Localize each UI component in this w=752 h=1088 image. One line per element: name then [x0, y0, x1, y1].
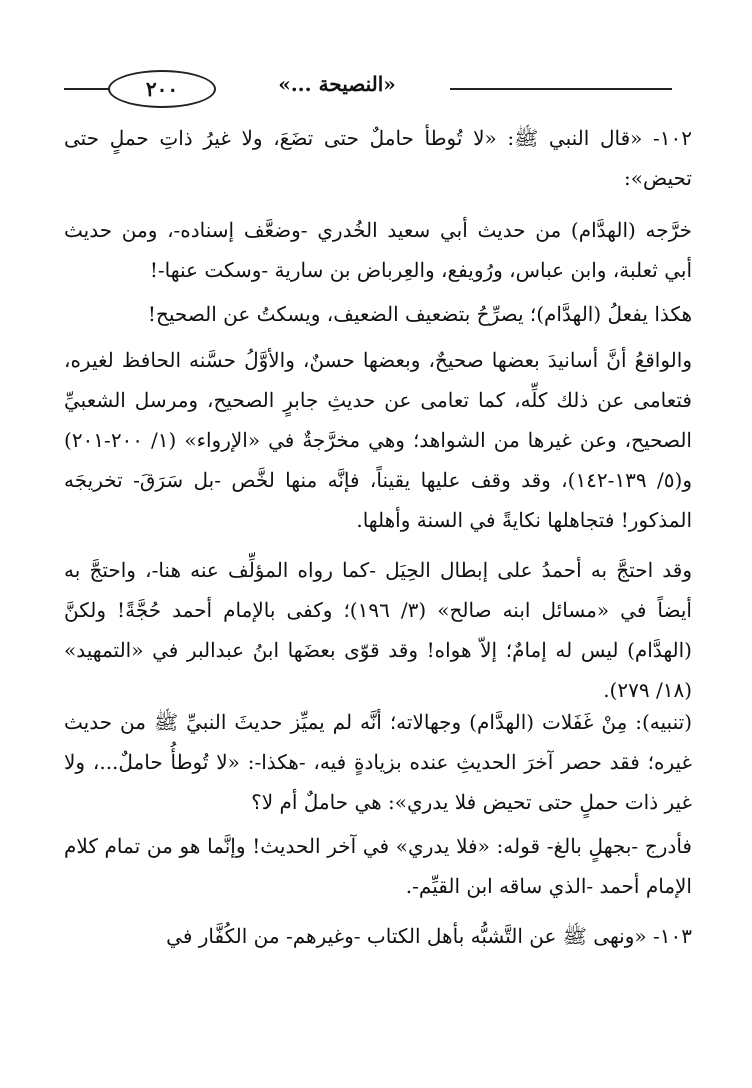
paragraph-hakadha: هكذا يفعلُ (الهدَّام)؛ يصرِّحُ بتضعيف الضعيف، ويسكتُ عن الصحيح! — [147, 302, 692, 326]
page-header — [58, 66, 690, 106]
paragraph-103: ١٠٣- «ونهى ﷺ عن التَّشبُّه بأهل الكتاب -وغيرهم- من الكُفَّار في — [166, 924, 692, 948]
paragraph-adraja: فأدرج -بجهلٍ بالغ- قوله: «فلا يدري» في آخر الحديث! وإنَّما هو من تمام كلام الإمام أحمد -الذي ساقه ابن القيِّم-. — [64, 834, 692, 898]
header-rule-right — [450, 88, 672, 90]
page-number: ٢٠٠ — [108, 70, 216, 108]
paragraph-tanbih: (تنبيه): مِنْ غَفَلات (الهدَّام) وجهالاته؛ أنَّه لم يميِّز حديثَ النبيِّ ﷺ من حديث غيره؛ فقد حصر آخرَ الحديثِ عنده بزيادةٍ فيه، -هكذا-: «لا تُوطأُ حاملٌ...، ولا غير ذات حملٍ حتى تحيض فلا يدري»: هي حاملٌ أم لا؟ — [64, 710, 692, 814]
paragraph-ihtajja: وقد احتجَّ به أحمدُ على إبطال الحِيَل -كما رواه المؤلِّف عنه هنا-، واحتجَّ به أيضاً في «مسائل ابنه صالح» (٣/ ١٩٦)؛ وكفى بالإمام أحمد حُجَّةً! ولكنَّ (الهدَّام) ليس له إمامٌ؛ إلاّ هواه! وقد قوّى بعضَها ابنُ عبدالبر في «التمهيد» (١٨/ ٢٧٩). — [64, 558, 692, 702]
paragraph-takhrij: خرَّجه (الهدَّام) من حديث أبي سعيد الخُدري -وضعَّف إسناده-، ومن حديث أبي ثعلبة، وابن عباس، ورُويفع، والعِرباض بن سارية -وسكت عنها-! — [64, 218, 692, 282]
paragraph-waqi: والواقعُ أنَّ أسانيدَ بعضها صحيحٌ، وبعضها حسنٌ، والأوَّلُ حسَّنه الحافظ لغيره، فتعامى عن ذلك كلِّه، كما تعامى عن حديثِ جابرٍ الصحيح، ومرسل الشعبيِّ الصحيح، وعن غيرها من الشواهد؛ وهي مخرَّجةٌ في «الإرواء» (١/ ٢٠٠-٢٠١) و(٥/ ١٣٩-١٤٢)، وقد وقف عليها يقيناً، فإنَّه منها لخَّص -بل سَرَقَ- تخريجَه المذكور! فتجاهلها نكايةً في السنة وأهلها. — [64, 348, 692, 532]
running-title: «النصيحة ...» — [278, 72, 396, 96]
paragraph-102: ١٠٢- «قال النبي ﷺ: «لا تُوطأ حاملٌ حتى تضَعَ، ولا غيرُ ذاتِ حملٍ حتى تحيض»: — [64, 126, 692, 190]
